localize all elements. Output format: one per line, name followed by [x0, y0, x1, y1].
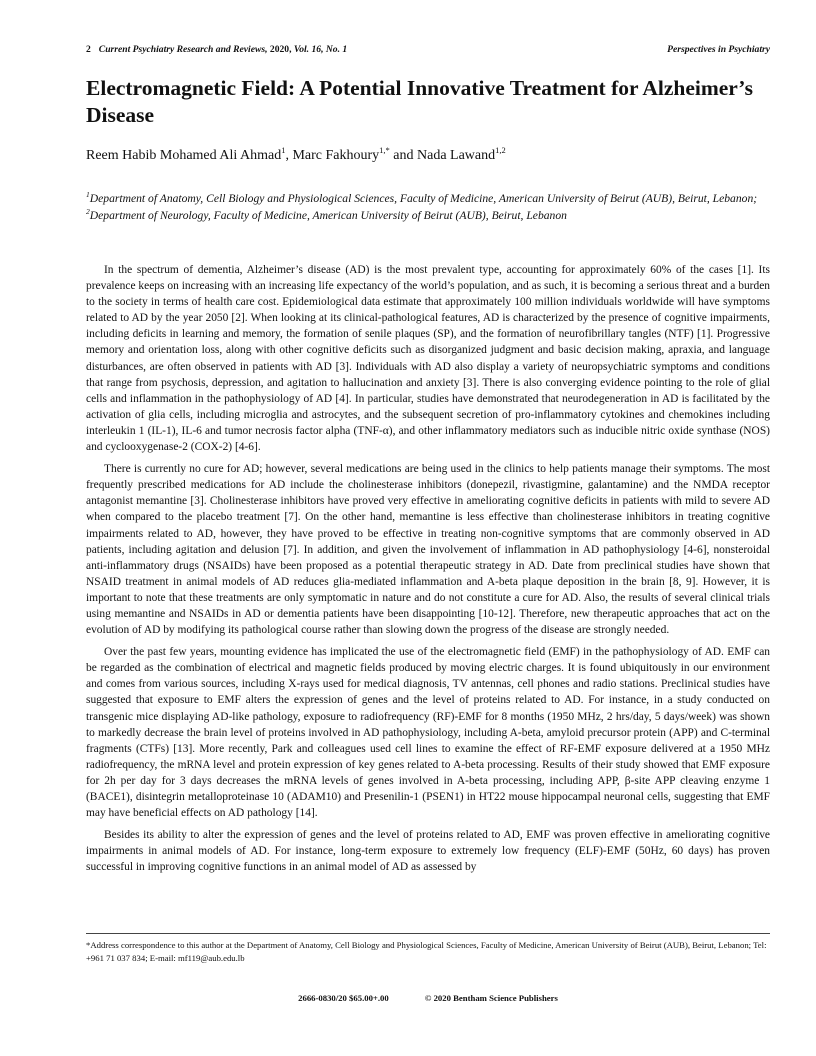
article-body [86, 262, 770, 881]
author-name: Marc Fakhoury [292, 148, 380, 163]
footnote-divider [86, 933, 770, 934]
running-head-left [86, 44, 347, 55]
section-label: Perspectives in Psychiatry [667, 44, 770, 55]
issn-price: 2666-0830/20 $65.00+.00 [298, 993, 389, 1003]
author-affiliation-mark: 1,* [379, 145, 390, 155]
affiliations [86, 190, 770, 224]
correspondence-footnote: *Address correspondence to this author at the Department of Anatomy, Cell Biology and Physiological Sciences, Faculty of Medicine, American University of Beirut (AUB), Beirut, Lebanon; Tel: +961 71 037 834; E-mail: mf119@aub.edu.lb [86, 940, 767, 963]
affiliation-text: Department of Anatomy, Cell Biology and Physiological Sciences, Faculty of Medicine, American University of Beirut (AUB), Beirut, Lebanon; [89, 192, 758, 205]
body-paragraph: There is currently no cure for AD; however, several medications are being used in the clinics to help patients manage their symptoms. The most frequently prescribed medications for AD include the cholinesterase inhibitors (donepezil, rivastigmine, galantamine) and the NMDA receptor antagonist memantine [3]. Cholinesterase inhibitors have proved very effective in ameliorating cognitive deficits in patients with mild to severe AD when compared to the placebo treatment [7]. On the other hand, memantine is less effective than cholinesterase inhibitors in treating cognitive impairments related to AD, however, they have proved to be effective in treating non-cognitive symptoms that are commonly observed in AD patients, including agitation and delusion [7]. In addition, and given the involvement of inflammation in AD pathophysiology [4-6], nonsteroidal anti-inflammatory drugs (NSAIDs) have been proposed as a potential therapeutic strategy in AD. Date from preclinical studies have shown that NSAID treatment in animal models of AD reduces glia-mediated inflammation and A-beta plaque deposition in the brain [8, 9]. However, it is important to note that these treatments are only symptomatic in nature and do not constitute a cure for AD. Also, the results of several clinical trials using memantine and NSAIDs in AD or dementia patients have been disappointing [10-12]. Therefore, new therapeutic approaches that act on the evolution of AD by modifying its pathological course rather than slowing down the progress of the disease are strongly needed. [86, 463, 770, 637]
body-paragraph: In the spectrum of dementia, Alzheimer’s disease (AD) is the most prevalent type, accounting for approximately 60% of the cases [1]. Its prevalence keeps on increasing with an increasing life expectancy of the world’s population, and as such, it is becoming a serious threat and a burden to the society in terms of health care cost. Epidemiological data estimate that approximately 100 million individuals worldwide will have symptoms related to AD by the year 2050 [2]. When looking at its clinical-pathological features, AD is characterized by the presence of cognitive impairments, including deficits in learning and memory, the formation of senile plaques (SP), and the formation of neurofibrillary tangles (NTF) [1]. Progressive memory and orientation loss, along with other cognitive deficits such as disorganized judgment and basic decision making, apraxia, and language disturbances, are often observed in patients with AD [3]. Individuals with AD also display a variety of neuropsychiatric symptoms and conditions that range from psychosis, depression, and agitation to hallucination and anxiety [3]. There is also converging evidence pointing to the role of glial cells and inflammation in the pathophysiology of AD [4]. In particular, studies have demonstrated that neurodegeneration in AD is facilitated by the activation of glia cells, including microglia and astrocytes, and the subsequent secretion of pro-inflammatory cytokines and chemokines including interleukin 1 (IL-1), IL-6 and tumor necrosis factor alpha (TNF-α), and other inflammatory mediators such as inducible nitric oxide synthase (NOS) and cyclooxygenase-2 (COX-2) [4-6]. [86, 264, 770, 454]
journal-volume: Vol. 16, No. 1 [291, 44, 348, 55]
journal-name: Current Psychiatry Research and Reviews, [98, 44, 268, 55]
author-separator: and [389, 148, 417, 163]
author-list [86, 147, 770, 165]
page-number: 2 [86, 44, 91, 55]
journal-year: 2020, [267, 44, 292, 55]
author-separator: , [285, 148, 293, 163]
publisher-line [86, 993, 770, 1003]
author-affiliation-mark: 1,2 [495, 145, 506, 155]
affiliation-text: Department of Neurology, Faculty of Medicine, American University of Beirut (AUB), Beirut, Lebanon [89, 209, 567, 222]
copyright-notice: © 2020 Bentham Science Publishers [424, 993, 558, 1003]
author-name: Reem Habib Mohamed Ali Ahmad [86, 148, 282, 163]
author-affiliation-mark: 1 [281, 145, 286, 155]
author-name: Nada Lawand [417, 148, 496, 163]
body-paragraph: Besides its ability to alter the expression of genes and the level of proteins related to AD, EMF was proven effective in ameliorating cognitive impairments in animal models of AD. For instance, long-term exposure to extremely low frequency (ELF)-EMF (50Hz, 60 days) has proven successful in improving cognitive functions in an animal model of AD as assessed by [86, 829, 770, 874]
article-title: Electromagnetic Field: A Potential Innovative Treatment for Alzheimer’s Disease [86, 76, 753, 127]
affiliation-mark: 2 [86, 207, 90, 216]
body-paragraph: Over the past few years, mounting evidence has implicated the use of the electromagnetic field (EMF) in the pathophysiology of AD. EMF can be regarded as the combination of electrical and magnetic fields produced by moving electric charges. It is found ubiquitously in our environment and comes from various sources, including X-rays used for medical diagnosis, TV antennas, cell phones and radio stations. Preclinical studies have suggested that exposure to EMF alters the expression of genes and the level of proteins related to AD. For instance, in a study conducted on transgenic mice displaying AD-like pathology, exposure to radiofrequency (RF)-EMF for 8 months (1950 MHz, 2 hrs/day, 5 days/week) was shown to markedly decrease the brain level of proteins involved in AD pathophysiology, including A-beta, amyloid precursor protein (APP) and C-terminal fragments (CTFs) [13]. More recently, Park and colleagues used cell lines to examine the effect of RF-EMF exposure delivered at a 1950 MHz radiofrequency, the mRNA level and protein expression of key genes related to A-beta processing. Results of their study showed that EMF exposure for 2h per day for 3 days decreases the mRNA levels of genes involved in A-beta processing, including APP, β-site APP cleaving enzyme 1 (BACE1), disintegrin metalloproteinase 10 (ADAM10) and Presenilin-1 (PSEN1) in HT22 mouse hippocampal neuronal cells, suggesting that EMF may have beneficial effects on AD pathology [14]. [86, 646, 770, 820]
affiliation-mark: 1 [86, 190, 90, 199]
